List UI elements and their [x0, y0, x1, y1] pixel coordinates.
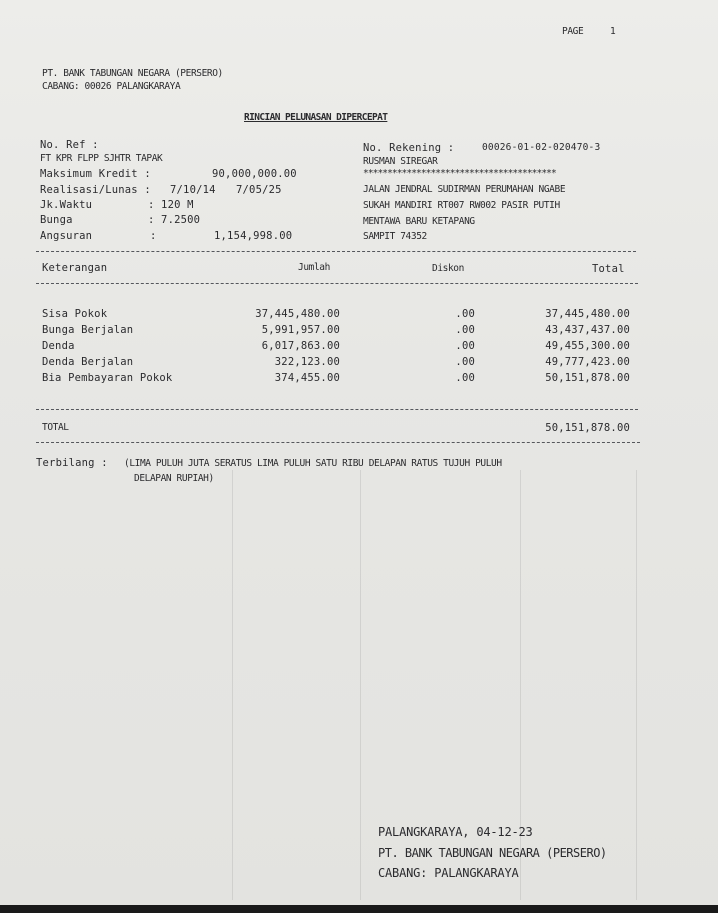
table-row-jumlah: 5,991,957.00 — [261, 324, 340, 336]
angsuran-value: 1,154,998.00 — [214, 230, 293, 242]
maks-kredit-value: 90,000,000.00 — [212, 168, 297, 180]
jk-waktu-label: Jk.Waktu — [40, 199, 93, 211]
address-line-4: SAMPIT 74352 — [363, 231, 427, 242]
divider — [36, 409, 638, 410]
angsuran-sep: : — [150, 230, 157, 242]
total-value: 50,151,878.00 — [545, 422, 630, 434]
header-keterangan: Keterangan — [42, 262, 108, 274]
page-number: 1 — [610, 26, 616, 37]
table-row-label: Bunga Berjalan — [42, 324, 134, 336]
product-name: FT KPR FLPP SJHTR TAPAK — [40, 153, 163, 164]
table-row-diskon: .00 — [455, 308, 475, 320]
table-row-total: 49,777,423.00 — [545, 356, 630, 368]
total-label: TOTAL — [42, 422, 69, 433]
signature-company: PT. BANK TABUNGAN NEGARA (PERSERO) — [378, 846, 607, 860]
fold-line — [636, 470, 637, 900]
realisasi-end: 7/05/25 — [236, 184, 282, 196]
table-row-jumlah: 37,445,480.00 — [255, 308, 340, 320]
terbilang-line-1: (LIMA PULUH JUTA SERATUS LIMA PULUH SATU RIBU DELAPAN RATUS TUJUH PULUH — [124, 458, 502, 469]
customer-name: RUSMAN SIREGAR — [363, 156, 438, 167]
table-row-label: Bia Pembayaran Pokok — [42, 372, 173, 384]
jk-waktu-value: : 120 M — [148, 199, 194, 211]
table-row-label: Sisa Pokok — [42, 308, 108, 320]
fold-line — [232, 470, 233, 900]
divider — [36, 442, 640, 443]
header-jumlah: Jumlah — [298, 262, 330, 273]
signature-place-date: PALANGKARAYA, 04-12-23 — [378, 825, 533, 839]
bunga-value: : 7.2500 — [148, 214, 201, 226]
table-row-total: 37,445,480.00 — [545, 308, 630, 320]
table-row-label: Denda Berjalan — [42, 356, 134, 368]
address-line-3: MENTAWA BARU KETAPANG — [363, 216, 475, 227]
header-diskon: Diskon — [432, 263, 464, 274]
realisasi-start: 7/10/14 — [170, 184, 216, 196]
header-total: Total — [592, 263, 625, 275]
signature-branch: CABANG: PALANGKARAYA — [378, 866, 519, 880]
no-rekening-value: 00026-01-02-020470-3 — [482, 142, 601, 153]
table-row-jumlah: 374,455.00 — [274, 372, 340, 384]
fold-line — [360, 470, 361, 900]
no-rekening-label: No. Rekening : — [363, 142, 455, 154]
table-row-total: 43,437,437.00 — [545, 324, 630, 336]
maks-kredit-label: Maksimum Kredit : — [40, 168, 151, 180]
angsuran-label: Angsuran — [40, 230, 93, 242]
table-row-diskon: .00 — [455, 340, 475, 352]
table-row-diskon: .00 — [455, 324, 475, 336]
terbilang-line-2: DELAPAN RUPIAH) — [134, 473, 214, 484]
table-row-total: 50,151,878.00 — [545, 372, 630, 384]
table-row-jumlah: 6,017,863.00 — [261, 340, 340, 352]
table-row-jumlah: 322,123.00 — [274, 356, 340, 368]
table-row-diskon: .00 — [455, 372, 475, 384]
page-label: PAGE — [562, 26, 584, 37]
bunga-label: Bunga — [40, 214, 73, 226]
company-name: PT. BANK TABUNGAN NEGARA (PERSERO) — [42, 68, 223, 79]
divider — [36, 251, 636, 252]
document-title: RINCIAN PELUNASAN DIPERCEPAT — [244, 112, 388, 123]
table-row-total: 49,455,300.00 — [545, 340, 630, 352]
address-line-2: SUKAH MANDIRI RT007 RW002 PASIR PUTIH — [363, 200, 560, 211]
divider — [36, 283, 638, 284]
company-branch: CABANG: 00026 PALANGKARAYA — [42, 81, 181, 92]
no-ref-label: No. Ref : — [40, 139, 99, 151]
table-row-label: Denda — [42, 340, 75, 352]
address-line-1: JALAN JENDRAL SUDIRMAN PERUMAHAN NGABE — [363, 184, 566, 195]
realisasi-label: Realisasi/Lunas : — [40, 184, 151, 196]
terbilang-label: Terbilang : — [36, 457, 108, 469]
separator-stars: **************************************** — [363, 168, 556, 179]
table-row-diskon: .00 — [455, 356, 475, 368]
